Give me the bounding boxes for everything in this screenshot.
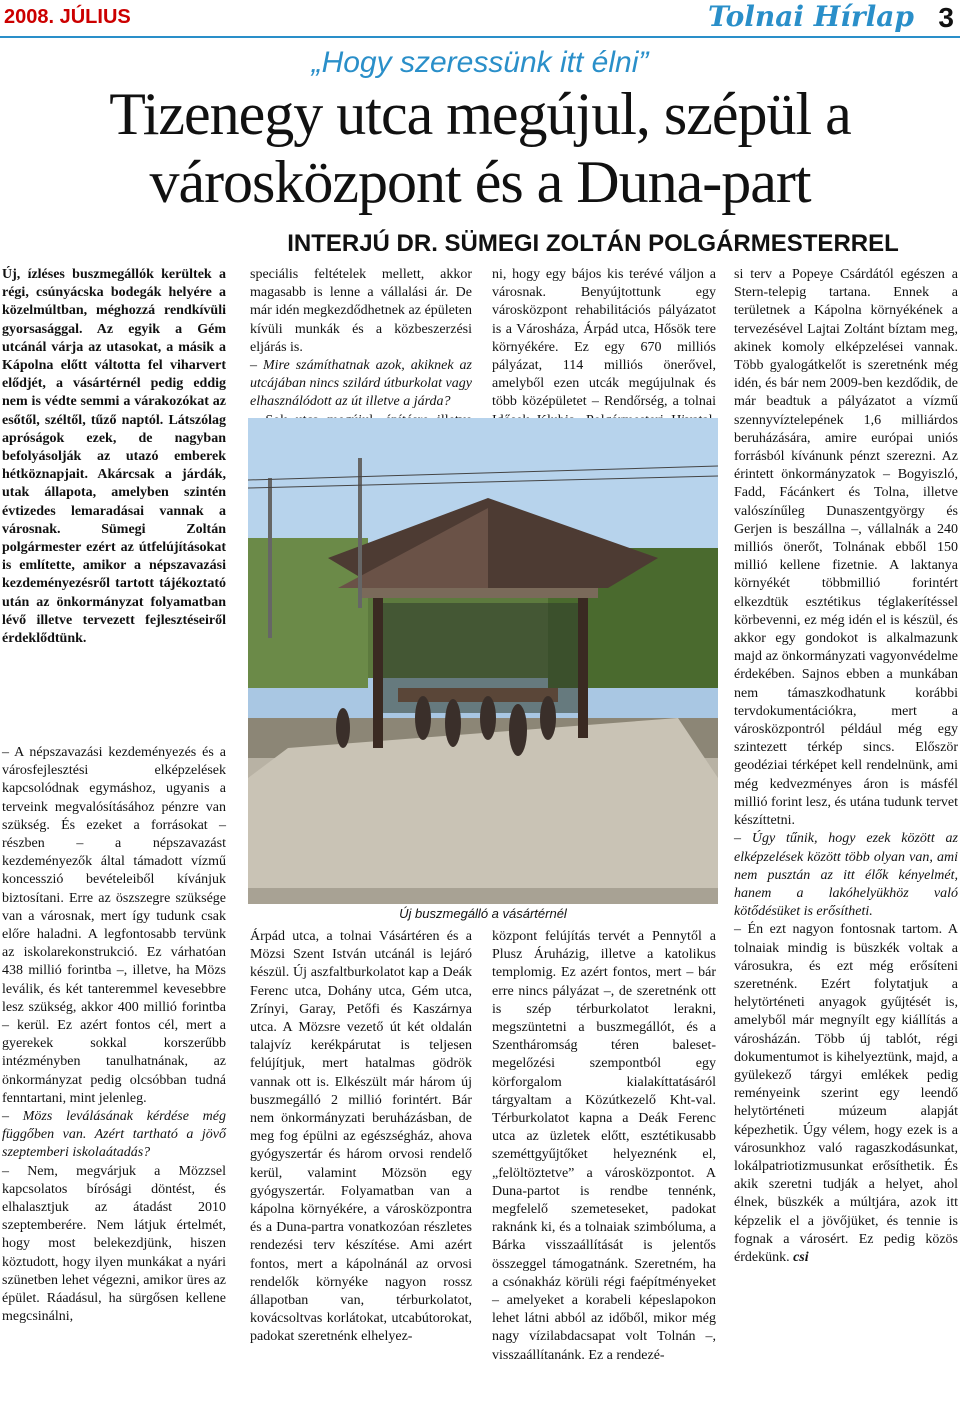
column-1-body: [2, 744, 226, 1327]
bus-stop-illustration: [248, 418, 718, 904]
column-3-bottom: központ felújítás tervét a Pennytől a Plusz Áruházig, illetve a katolikus templomig. Ez azért fontos, mert – bár erre nincs pályázat –, de szeretnénk ott is szép térburkolatot lerakni, megszüntetni a buszmegállót, és a Szentháromság téren baleset-megelőzési szempontból egy körforgalom kialakíttatásáról tárgyaltam a Közútkezelő Kht-val. Térburkolatot kapna a Deák Ferenc utca az üzletek előtt, esztétikusabb szeméttgyűjtőket helyeznénk el, „felöltöztetve” a városközpontot. A Duna-partot is rendbe tennénk, megfelelő szemeteseket, padokat raknánk ki, és a tolnaiak szimbóluma, a Bárka visszaállítását is jelentős összeggel támogatnánk. Szeretném, ha a csónakház körüli régi faépítményeket – amelyeket a korabeli képeslapokon lehet látni abból az időből, mikor még nagy vízilabdacsapat volt Tolnán –, visszaállítanánk. Ez a rendezé-: [492, 929, 716, 1363]
issue-date: 2008. JÚLIUS: [4, 6, 131, 28]
paragraph: – Én ezt nagyon fontosnak tartom. A tolnaiak mindig is büszkék voltak a városukra, és ezt még erősíteni szeretnénk. Ezért folytatjuk a helytörténeti anyagok gyűjtését is, amelyből már megnyílt egy kiállítás a városházán. Több új tablót, régi dokumentumot is kihelyeztünk, majd, a gyülekező tárgyi emlékek pedig reményeink szerint egy leendő helytörténeti múzeum alapját képezhetik. Úgy vélem, hogy ezek is a városunkhoz való ragaszkodásunkat, lokálpatriotizmusunkat erősíthetik. És akik szeretni tudják a helyet, ahol élnek, büszkék a múltjára, azok itt képzelik el a jövőjüket, és tennie is fognak a városért. Ez pedig közös érdekünk. csi: [734, 922, 958, 1265]
article-lead: Új, ízléses buszmegállók kerültek a régi, csúnyácska bodegák helyére a közelmúltban, méghozzá rendkívüli gyorsasággal. Az egyik a Gém utcánál várja az utasokat, a másik a Kápolna előtt váltotta fel viharvert elődjét, a vásártérnél pedig eddig nem is védte semmi a várakozókat az esőtől, széltől, tűző naptól. Látszólag apróságok ezek, de nagyban befolyásolják az utazó emberek hétköznapjait. Akárcsak a járdák, utak állapota, amelyben szintén évtizedes lemaradásai vannak a városnak. Sümegi Zoltán polgármester ezért az útfelújításokat is említette, amikor a népszavazási kezdeményezésről tartott tájékoztató után az önkormányzat folyamatban lévő illetve tervezett fejlesztéseiről érdeklődtünk.: [2, 267, 226, 647]
article-subhead: INTERJÚ DR. SÜMEGI ZOLTÁN POLGÁRMESTERREL: [287, 230, 899, 257]
paragraph: speciális feltételek mellett, akkor magasabb is lenne a vállalási ár. De már idén megkezdődhetnek az épületen kívüli munkák és a közbeszerzési eljárás is.: [250, 267, 472, 355]
column-2-bottom: Árpád utca, a tolnai Vásártéren és a Mözsi Szent István utcánál is lejáró készül. Új aszfaltburkolatot kap a Deák Ferenc utca, Dohány utca, Gém utca, Zrínyi, Garay, Petőfi és Kaszárnya utca. A Mözsre vezető út két oldalán talajvíz kerékpárutat is teljesen felújítjuk, mert hatalmas gödrök vannak ott is. Elkészült már három új buszmegálló 2 millió forintért. Bár nem önkormányzati beruházásban, de meg fog épülni az egészségház, ahova gyógyszertár és három orvosi rendelő kerül, valamint Mözsön egy gyógyszertár. Folyamatban van a kápolna környékére, a városközpontra és a Duna-partra vonatkozóan részletes rendezési terv készítése. Ami azért fontos, mert a kápolnánál az orvosi rendelők környéke nagyon rossz állapotban van, térburkolatot, kovácsoltvas korlátokat, utcabútorokat, padokat szeretnénk elhelyez-: [250, 929, 472, 1345]
paragraph: ni, hogy egy bájos kis terévé váljon a városnak. Benyújtottunk egy városközpont rehabilitációs pályázatot is a Városháza, Árpád utca, Hősök tere környékére. Ez egy 670 milliós pályázat, 114 milliós önerővel, amelyből ezen utcák megújulnak és több középületet – Rendőrség, a tolnai: [492, 267, 716, 410]
page-number: 3: [938, 2, 954, 33]
article-headline: Tizenegy utca megújul, szépül a városközpont és a Duna-part: [109, 81, 851, 215]
paragraph: – Mire számíthatnak azok, akiknek az utcájában nincs szilárd útburkolat vagy elhasználódott az út illetve a járda?: [250, 358, 472, 410]
column-4-body: [734, 266, 958, 1267]
photo-caption: Új buszmegálló a vásártérnél: [399, 906, 567, 921]
bus-stop-photo: [248, 418, 718, 904]
header-rule: [0, 36, 960, 38]
paragraph: – A népszavazási kezdeményezés és a városfejlesztési elképzelések kapcsolódnak egymáshoz, ugyanis a terveink megvalósításához pénzre van szükség. És ezeket a forrásokat – részben – a népszavazást kezdeményezők által támadott vízmű koncesszió bevételeiből kívánjuk biztosítani. Erre az öszszegre szüksége van a városnak, mert így tudunk csak előre haladni. A legfontosabb tervünk az iskolarekonstrukció. Ez várhatóan 438 millió forintba –, illetve, ha Mözs leválik, és két tanteremmel kevesebbre lesz szükség, akkor 400 millió forintba – kerül. Ez azért fontos cél, mert a gyerekek sokkal korszerűbb intézményben tanulhatnának, az önkormányzat pedig olcsóbban tudná fenntartani, mint jelenleg.: [2, 745, 226, 1106]
author-signature: csi: [789, 1249, 809, 1265]
newspaper-brand: Tolnai Hírlap: [707, 0, 914, 33]
paragraph: – Nem, megvárjuk a Mözzsel kapcsolatos bírósági döntést, és elhalasztjuk az átadást 2010 szeptemberére. Nem látjuk értelmét, hogy most belekezdjünk, hiszen köztudott, hogy ilyen munkákat a nyári szünetben lehet végezni, amikor üres az épület. Ráadásul, ha sürgősen kellene megcsinálni,: [2, 1163, 226, 1325]
paragraph: – Mözs leválásának kérdése még függőben van. Azért tartható a jövő szeptemberi iskolaátadás?: [2, 1109, 226, 1161]
paragraph: si terv a Popeye Csárdától egészen a Stern-telepig tartana. Ennek a területnek a Kápolna környékének a tervezésével Lajtai Zoltánt bíztam meg, akinek komoly elképzelései vannak. Több gyalogátkelőt is szeretnénk még idén, és bár nem 2009-ben kezdődik, de már beadtuk a pályázatot a vízmű szennyvíztelepének 1,6 milliárdos beruházására, amire európai uniós forrásból kívánunk pénzt szerezni. Az érintett önkormányzatok – Bogyiszló, Fadd, Fácánkert és Tolna, illetve valószínűleg Dunaszentgyörgy és Gerjen is beszállna –, vállalnák a 240 milliós önerőt, Tolnának ebből 150 millió kellene fizetnie. A laktanya környékét többmillió forintért elkezdtük esztétikus téglakerítéssel körbevenni, ez még idén el is készül, és akkor egy gondokot is alkalmazunk majd az önkormányzati vagyonvédelme érdekében. Sajnos ebben a munkában nem támaszkodhatunk korábbi tervdokumentációkra, mert a városközpontról például még egy szintezett térkép sincs. Először geodéziai térképet kell rendelnünk, ami még kedvezményes áron is másfél millió forint lesz, és utána tudunk tervet készíttetni.: [734, 267, 958, 829]
article-kicker: „Hogy szeressünk itt élni”: [311, 46, 649, 79]
paragraph: – Úgy tűnik, hogy ezek között az elképzelések között több olyan van, ami nem pusztán az itt élők kényelmét, hanem a lakóhelyükhöz való kötődésüket is erősítheti.: [734, 831, 958, 920]
